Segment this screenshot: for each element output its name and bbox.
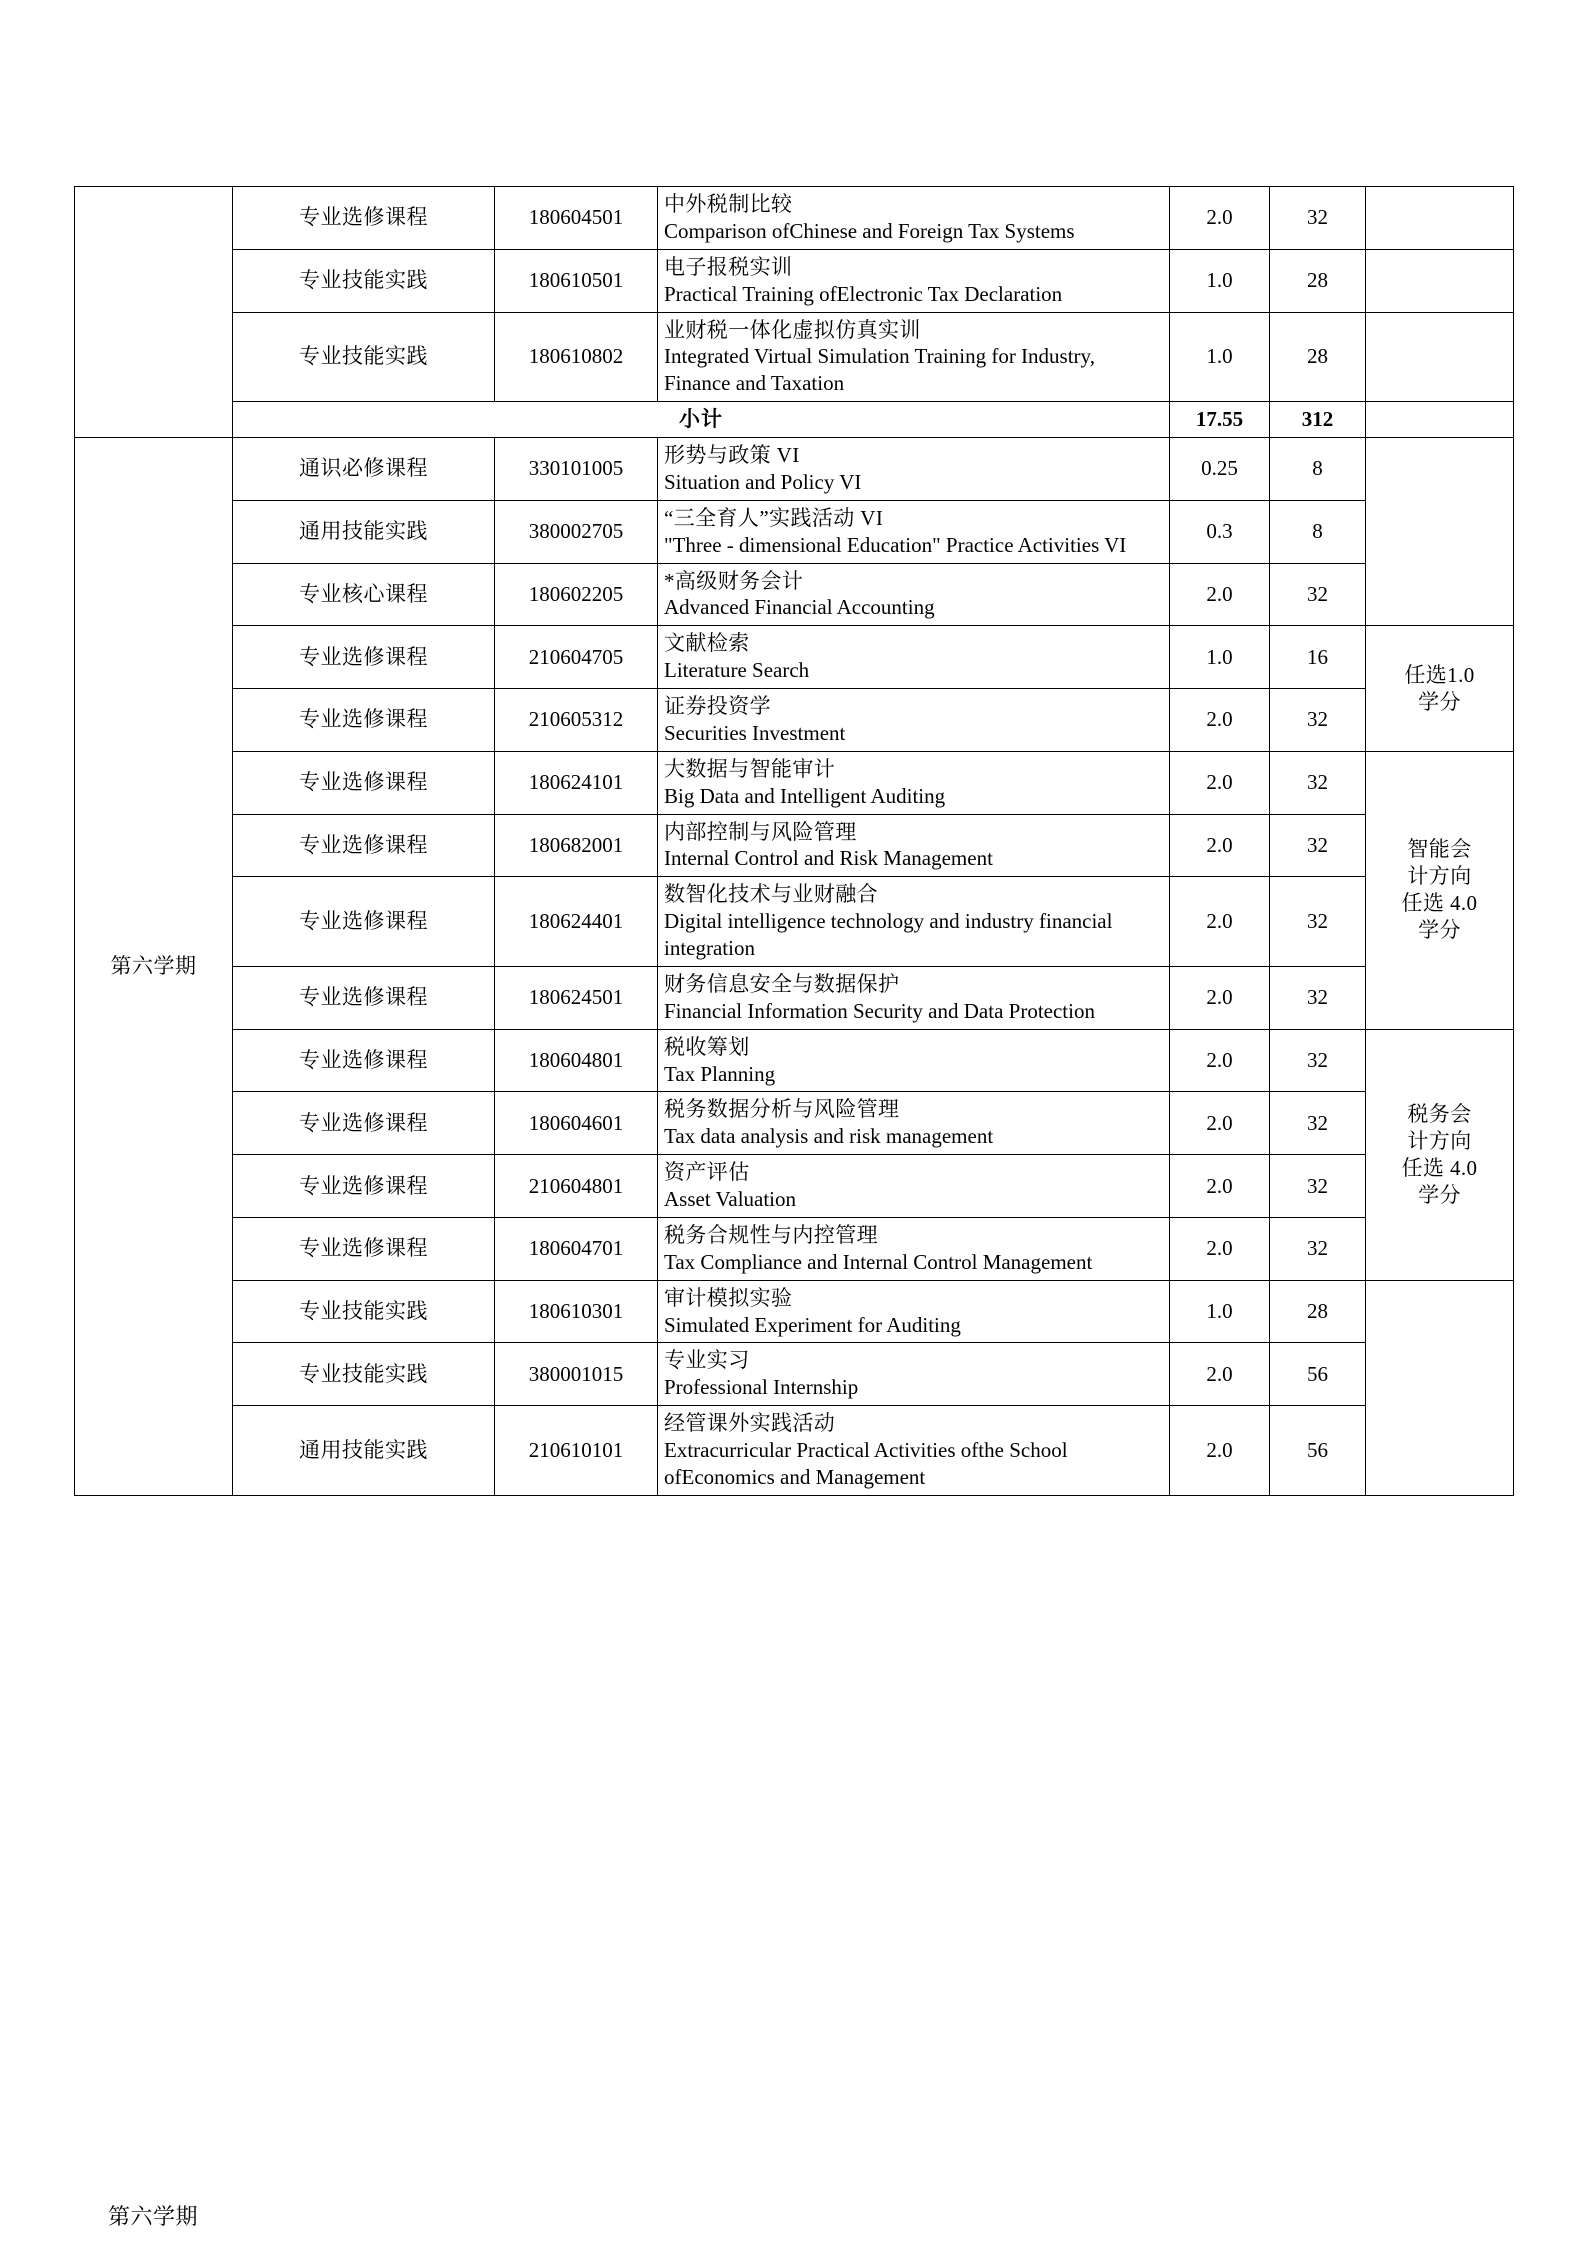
course-credits: 2.0 xyxy=(1170,966,1270,1029)
course-name xyxy=(658,1092,1170,1155)
course-name-cn: 数智化技术与业财融合 xyxy=(664,882,878,907)
table-row xyxy=(75,966,1514,1029)
subtotal-label: 小计 xyxy=(233,402,1170,438)
course-name xyxy=(658,1029,1170,1092)
course-name-en: Securities Investment xyxy=(664,720,846,745)
table-row xyxy=(75,312,1514,402)
course-name-en: "Three - dimensional Education" Practice Activities VI xyxy=(664,532,1127,557)
course-name-en: Asset Valuation xyxy=(664,1187,797,1211)
course-name-cn: *高级财务会计 xyxy=(664,568,804,593)
course-hours: 32 xyxy=(1270,563,1366,626)
course-name xyxy=(658,1280,1170,1343)
course-credits: 2.0 xyxy=(1170,751,1270,814)
course-credits: 2.0 xyxy=(1170,1155,1270,1218)
course-type: 专业技能实践 xyxy=(233,1280,495,1343)
course-code: 180624501 xyxy=(495,966,658,1029)
course-name-cn: 审计模拟实验 xyxy=(664,1285,793,1310)
subtotal-row xyxy=(75,402,1514,438)
course-name-en: Comparison ofChinese and Foreign Tax Systems xyxy=(664,218,1075,243)
course-name-en: Professional Internship xyxy=(664,1375,859,1400)
course-name-cn: 形势与政策 VI xyxy=(664,443,800,467)
course-name-en: Digital intelligence technology and industry financial integration xyxy=(664,909,1113,960)
table-row xyxy=(75,438,1514,501)
course-name xyxy=(658,877,1170,967)
table-row xyxy=(75,1217,1514,1280)
course-name-en: Literature Search xyxy=(664,658,810,683)
course-hours: 8 xyxy=(1270,438,1366,501)
course-code: 210605312 xyxy=(495,689,658,752)
course-type: 通用技能实践 xyxy=(233,1406,495,1496)
course-type: 通用技能实践 xyxy=(233,500,495,563)
remark-line-1: 智能会 xyxy=(1407,837,1472,862)
course-remark-smart-accounting xyxy=(1366,751,1514,1029)
course-code: 180610501 xyxy=(495,249,658,312)
course-credits: 2.0 xyxy=(1170,1217,1270,1280)
course-type: 通识必修课程 xyxy=(233,438,495,501)
course-name xyxy=(658,814,1170,877)
course-name xyxy=(658,249,1170,312)
course-code: 180604601 xyxy=(495,1092,658,1155)
table-row xyxy=(75,500,1514,563)
course-credits: 2.0 xyxy=(1170,1092,1270,1155)
course-code: 180624401 xyxy=(495,877,658,967)
course-code: 180604501 xyxy=(495,187,658,250)
course-name xyxy=(658,187,1170,250)
subtotal-remark xyxy=(1366,402,1514,438)
course-name-cn: 中外税制比较 xyxy=(664,192,793,216)
course-hours: 32 xyxy=(1270,966,1366,1029)
course-type: 专业核心课程 xyxy=(233,563,495,626)
course-name-en: Tax Planning xyxy=(664,1061,776,1086)
course-name-en: Big Data and Intelligent Auditing xyxy=(664,783,946,808)
course-hours: 32 xyxy=(1270,1029,1366,1092)
course-credits: 2.0 xyxy=(1170,689,1270,752)
remark-line-4: 学分 xyxy=(1418,918,1461,943)
course-type: 专业技能实践 xyxy=(233,249,495,312)
course-type: 专业选修课程 xyxy=(233,877,495,967)
course-name xyxy=(658,626,1170,689)
table-row xyxy=(75,626,1514,689)
course-name xyxy=(658,312,1170,402)
course-credits: 2.0 xyxy=(1170,1343,1270,1406)
course-name-cn: 业财税一体化虚拟仿真实训 xyxy=(664,317,921,342)
table-row xyxy=(75,1155,1514,1218)
course-credits: 0.3 xyxy=(1170,500,1270,563)
course-remark-elective1 xyxy=(1366,626,1514,752)
remark-line-2: 学分 xyxy=(1418,689,1461,714)
table-row xyxy=(75,877,1514,967)
course-hours: 16 xyxy=(1270,626,1366,689)
course-credits: 2.0 xyxy=(1170,877,1270,967)
course-code: 210604801 xyxy=(495,1155,658,1218)
course-hours: 32 xyxy=(1270,1092,1366,1155)
remark-line-3: 任选 4.0 xyxy=(1401,891,1478,916)
course-name-en: Tax Compliance and Internal Control Management xyxy=(664,1249,1093,1274)
course-credits: 1.0 xyxy=(1170,312,1270,402)
semester-cell: 第六学期 xyxy=(75,438,233,1496)
course-name xyxy=(658,966,1170,1029)
table-row xyxy=(75,187,1514,250)
course-credits: 2.0 xyxy=(1170,1029,1270,1092)
semester-continuation-label: 第六学期 xyxy=(107,2204,198,2229)
course-name-en: Extracurricular Practical Activities ofthe School ofEconomics and Management xyxy=(664,1438,1068,1489)
remark-line-1: 税务会 xyxy=(1407,1101,1472,1126)
course-credits: 1.0 xyxy=(1170,249,1270,312)
course-code: 180682001 xyxy=(495,814,658,877)
course-code: 380001015 xyxy=(495,1343,658,1406)
course-code: 210610101 xyxy=(495,1406,658,1496)
course-code: 180610301 xyxy=(495,1280,658,1343)
course-code: 330101005 xyxy=(495,438,658,501)
course-name-cn: 文献检索 xyxy=(664,631,750,656)
course-type: 专业选修课程 xyxy=(233,751,495,814)
course-name-en: Internal Control and Risk Management xyxy=(664,846,993,871)
course-name-cn: 资产评估 xyxy=(664,1160,750,1185)
course-type: 专业选修课程 xyxy=(233,1029,495,1092)
course-code: 180624101 xyxy=(495,751,658,814)
course-name-cn: 电子报税实训 xyxy=(664,254,793,279)
course-type: 专业选修课程 xyxy=(233,966,495,1029)
course-code: 210604705 xyxy=(495,626,658,689)
course-name-cn: 大数据与智能审计 xyxy=(664,756,836,781)
table-row xyxy=(75,249,1514,312)
course-hours: 56 xyxy=(1270,1406,1366,1496)
course-hours: 32 xyxy=(1270,1155,1366,1218)
subtotal-credits: 17.55 xyxy=(1170,402,1270,438)
course-name xyxy=(658,689,1170,752)
course-remark-empty xyxy=(1366,1280,1514,1495)
table-row xyxy=(75,689,1514,752)
course-name-en: Tax data analysis and risk management xyxy=(664,1124,994,1149)
course-hours: 32 xyxy=(1270,814,1366,877)
table-row xyxy=(75,814,1514,877)
course-hours: 32 xyxy=(1270,1217,1366,1280)
remark-line-3: 任选 4.0 xyxy=(1401,1155,1478,1180)
course-hours: 8 xyxy=(1270,500,1366,563)
course-name-en: Simulated Experiment for Auditing xyxy=(664,1312,961,1337)
course-credits: 2.0 xyxy=(1170,187,1270,250)
subtotal-hours: 312 xyxy=(1270,402,1366,438)
course-name-en: Practical Training ofElectronic Tax Declaration xyxy=(664,281,1063,306)
course-type: 专业选修课程 xyxy=(233,814,495,877)
course-name xyxy=(658,1406,1170,1496)
table-row xyxy=(75,1343,1514,1406)
table-row xyxy=(75,1092,1514,1155)
course-name-cn: 税收筹划 xyxy=(664,1034,750,1059)
course-name-cn: 内部控制与风险管理 xyxy=(664,819,857,844)
course-name-cn: 专业实习 xyxy=(664,1348,750,1373)
course-remark-tax-accounting xyxy=(1366,1029,1514,1280)
remark-line-2: 计方向 xyxy=(1407,864,1472,889)
course-name-cn: 税务数据分析与风险管理 xyxy=(664,1097,900,1122)
course-type: 专业选修课程 xyxy=(233,689,495,752)
course-name-cn: 财务信息安全与数据保护 xyxy=(664,971,900,996)
course-name-cn: 经管课外实践活动 xyxy=(664,1411,836,1436)
course-hours: 32 xyxy=(1270,187,1366,250)
course-hours: 28 xyxy=(1270,312,1366,402)
course-hours: 32 xyxy=(1270,689,1366,752)
semester-cell-empty xyxy=(75,187,233,438)
course-name-en: Integrated Virtual Simulation Training for Industry, Finance and Taxation xyxy=(664,344,1095,396)
course-type: 专业技能实践 xyxy=(233,1343,495,1406)
course-name-cn: 税务合规性与内控管理 xyxy=(664,1222,878,1247)
course-name xyxy=(658,1343,1170,1406)
table-row xyxy=(75,1406,1514,1496)
course-type: 专业选修课程 xyxy=(233,1217,495,1280)
course-credits: 1.0 xyxy=(1170,1280,1270,1343)
course-name xyxy=(658,751,1170,814)
course-credits: 1.0 xyxy=(1170,626,1270,689)
course-name xyxy=(658,1217,1170,1280)
course-code: 180604801 xyxy=(495,1029,658,1092)
course-hours: 32 xyxy=(1270,877,1366,967)
course-type: 专业选修课程 xyxy=(233,626,495,689)
course-type: 专业选修课程 xyxy=(233,1155,495,1218)
course-name xyxy=(658,500,1170,563)
course-hours: 28 xyxy=(1270,249,1366,312)
remark-line-4: 学分 xyxy=(1418,1182,1461,1207)
course-hours: 56 xyxy=(1270,1343,1366,1406)
course-table xyxy=(74,186,1514,1496)
course-type: 专业技能实践 xyxy=(233,312,495,402)
course-hours: 32 xyxy=(1270,751,1366,814)
course-remark xyxy=(1366,249,1514,312)
course-type: 专业选修课程 xyxy=(233,1092,495,1155)
course-name-cn: “三全育人”实践活动 VI xyxy=(664,505,884,530)
course-name xyxy=(658,563,1170,626)
course-code: 180604701 xyxy=(495,1217,658,1280)
remark-line-2: 计方向 xyxy=(1407,1128,1472,1153)
course-name-en: Advanced Financial Accounting xyxy=(664,595,935,620)
course-name-cn: 证券投资学 xyxy=(664,694,771,718)
course-code: 180610802 xyxy=(495,312,658,402)
course-remark xyxy=(1366,187,1514,250)
table-row xyxy=(75,563,1514,626)
course-code: 180602205 xyxy=(495,563,658,626)
table-row xyxy=(75,1280,1514,1343)
course-credits: 0.25 xyxy=(1170,438,1270,501)
course-name xyxy=(658,438,1170,501)
course-code: 380002705 xyxy=(495,500,658,563)
remark-line-1: 任选1.0 xyxy=(1404,662,1475,687)
course-credits: 2.0 xyxy=(1170,1406,1270,1496)
course-name-en: Situation and Policy VI xyxy=(664,469,862,494)
table-row xyxy=(75,1029,1514,1092)
course-name-en: Financial Information Security and Data Protection xyxy=(664,998,1095,1023)
table-row xyxy=(75,751,1514,814)
course-credits: 2.0 xyxy=(1170,814,1270,877)
course-remark xyxy=(1366,312,1514,402)
course-hours: 28 xyxy=(1270,1280,1366,1343)
course-remark-empty xyxy=(1366,438,1514,626)
course-name xyxy=(658,1155,1170,1218)
course-type: 专业选修课程 xyxy=(233,187,495,250)
course-credits: 2.0 xyxy=(1170,563,1270,626)
